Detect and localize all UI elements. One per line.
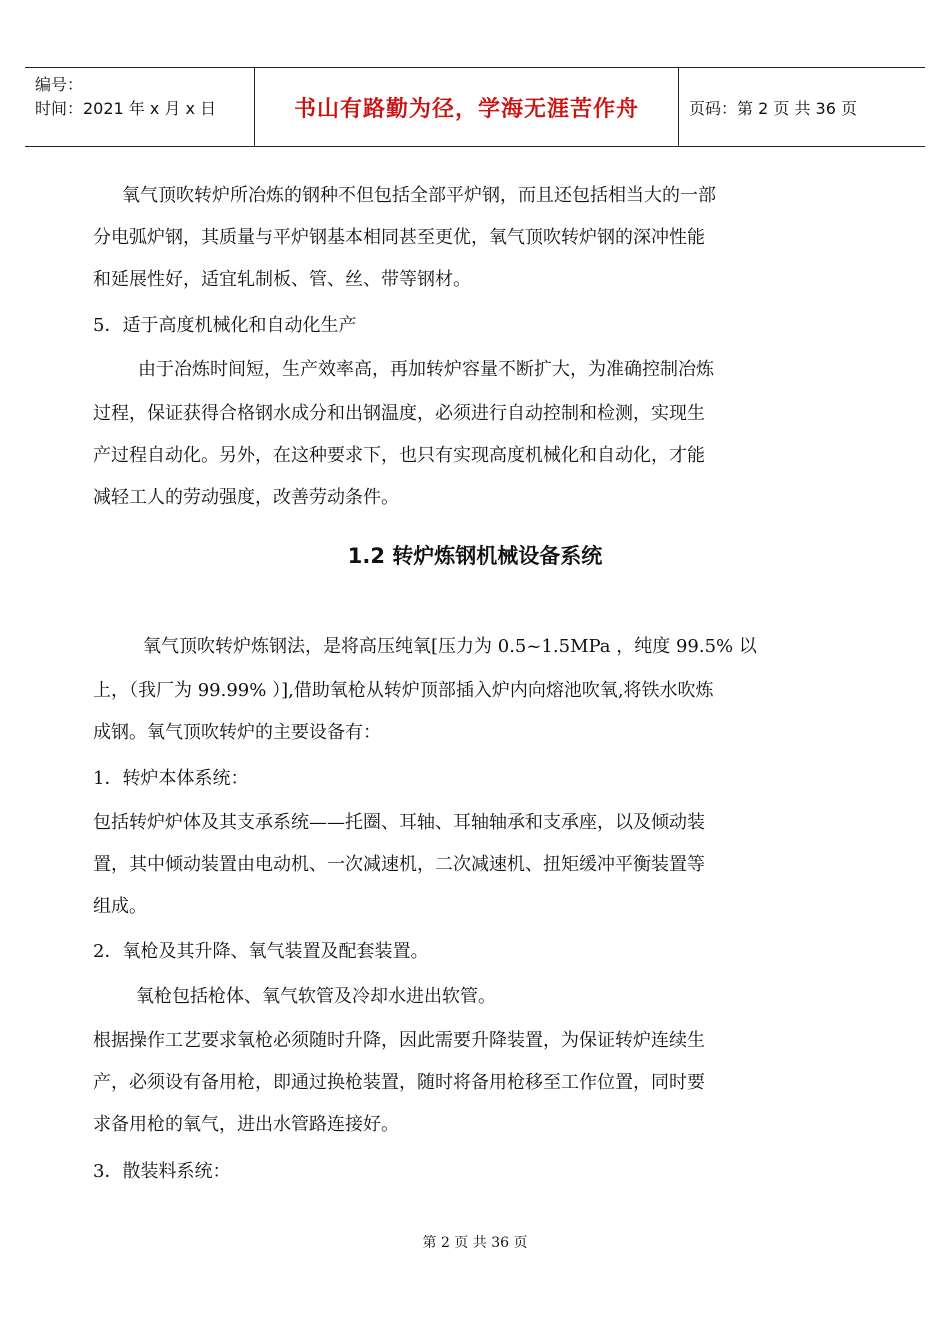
item-title: 2．氧枪及其升降、氧气装置及配套装置。 xyxy=(93,941,429,962)
document-number-label: 编号： xyxy=(35,75,84,94)
paragraph-process xyxy=(143,626,757,668)
paragraph-steel-grades xyxy=(122,175,716,217)
item-1-title xyxy=(93,758,248,800)
text-line: 上，（我厂为 99.99% ）],借助氧枪从转炉顶部插入炉内向熔池吹氧,将铁水吹炼 xyxy=(93,680,714,701)
text-line: 氧枪包括枪体、氧气软管及冷却水进出软管。 xyxy=(136,986,496,1007)
item-title: 1．转炉本体系统： xyxy=(93,768,249,789)
paragraph-process-cont xyxy=(93,670,714,754)
page-header xyxy=(25,67,925,147)
text-line: 分电弧炉钢，其质量与平炉钢基本相同甚至更优，氧气顶吹转炉钢的深冲性能 xyxy=(93,227,705,248)
text-line: 氧气顶吹转炉所冶炼的钢种不但包括全部平炉钢，而且还包括相当大的一部 xyxy=(122,185,716,206)
header-motto-cell xyxy=(255,68,679,146)
paragraph-automation xyxy=(138,349,714,391)
text-line: 产过程自动化。另外，在这种要求下，也只有实现高度机械化和自动化，才能 xyxy=(93,445,705,466)
text-line: 包括转炉炉体及其支承系统——托圈、耳轴、耳轴轴承和支承座，以及倾动装 xyxy=(93,812,705,833)
paragraph-lance-lifting xyxy=(93,1020,705,1146)
header-page-info: 页码：第 2 页 共 36 页 xyxy=(689,98,857,118)
text-line: 氧气顶吹转炉炼钢法，是将高压纯氧[压力为 0.5~1.5MPa ，纯度 99.5% 以 xyxy=(143,636,757,657)
document-date-label: 时间：2021 年 x 月 x 日 xyxy=(35,99,217,118)
text-line: 产，必须设有备用枪，即通过换枪装置，随时将备用枪移至工作位置，同时要 xyxy=(93,1072,705,1093)
header-motto: 书山有路勤为径，学海无涯苦作舟 xyxy=(293,96,639,122)
paragraph-automation-cont xyxy=(93,393,705,519)
section-heading: 1.2 转炉炼钢机械设备系统 xyxy=(347,544,603,568)
item-5-title xyxy=(93,305,356,347)
header-meta xyxy=(25,68,255,146)
text-line: 组成。 xyxy=(93,896,147,917)
text-line: 减轻工人的劳动强度，改善劳动条件。 xyxy=(93,487,399,508)
paragraph-steel-grades-cont xyxy=(93,217,705,301)
text-line: 由于冶炼时间短，生产效率高，再加转炉容量不断扩大，为准确控制冶炼 xyxy=(138,359,714,380)
header-page-info-cell xyxy=(679,68,925,146)
text-line: 置，其中倾动装置由电动机、一次减速机，二次减速机、扭矩缓冲平衡装置等 xyxy=(93,854,705,875)
text-line: 根据操作工艺要求氧枪必须随时升降，因此需要升降装置，为保证转炉连续生 xyxy=(93,1030,705,1051)
text-line: 过程，保证获得合格钢水成分和出钢温度，必须进行自动控制和检测，实现生 xyxy=(93,403,705,424)
item-2-title xyxy=(93,931,428,973)
text-line: 和延展性好，适宜轧制板、管、丝、带等钢材。 xyxy=(93,269,471,290)
text-line: 求备用枪的氧气，进出水管路连接好。 xyxy=(93,1114,399,1135)
item-title: 3．散装料系统： xyxy=(93,1161,231,1182)
item-title: 5．适于高度机械化和自动化生产 xyxy=(93,315,357,336)
item-3-title xyxy=(93,1151,230,1193)
text-line: 成钢。氧气顶吹转炉的主要设备有： xyxy=(93,722,381,743)
page-footer: 第 2 页 共 36 页 xyxy=(422,1235,528,1251)
paragraph-converter-body xyxy=(93,802,705,928)
paragraph-lance-parts xyxy=(136,976,496,1018)
